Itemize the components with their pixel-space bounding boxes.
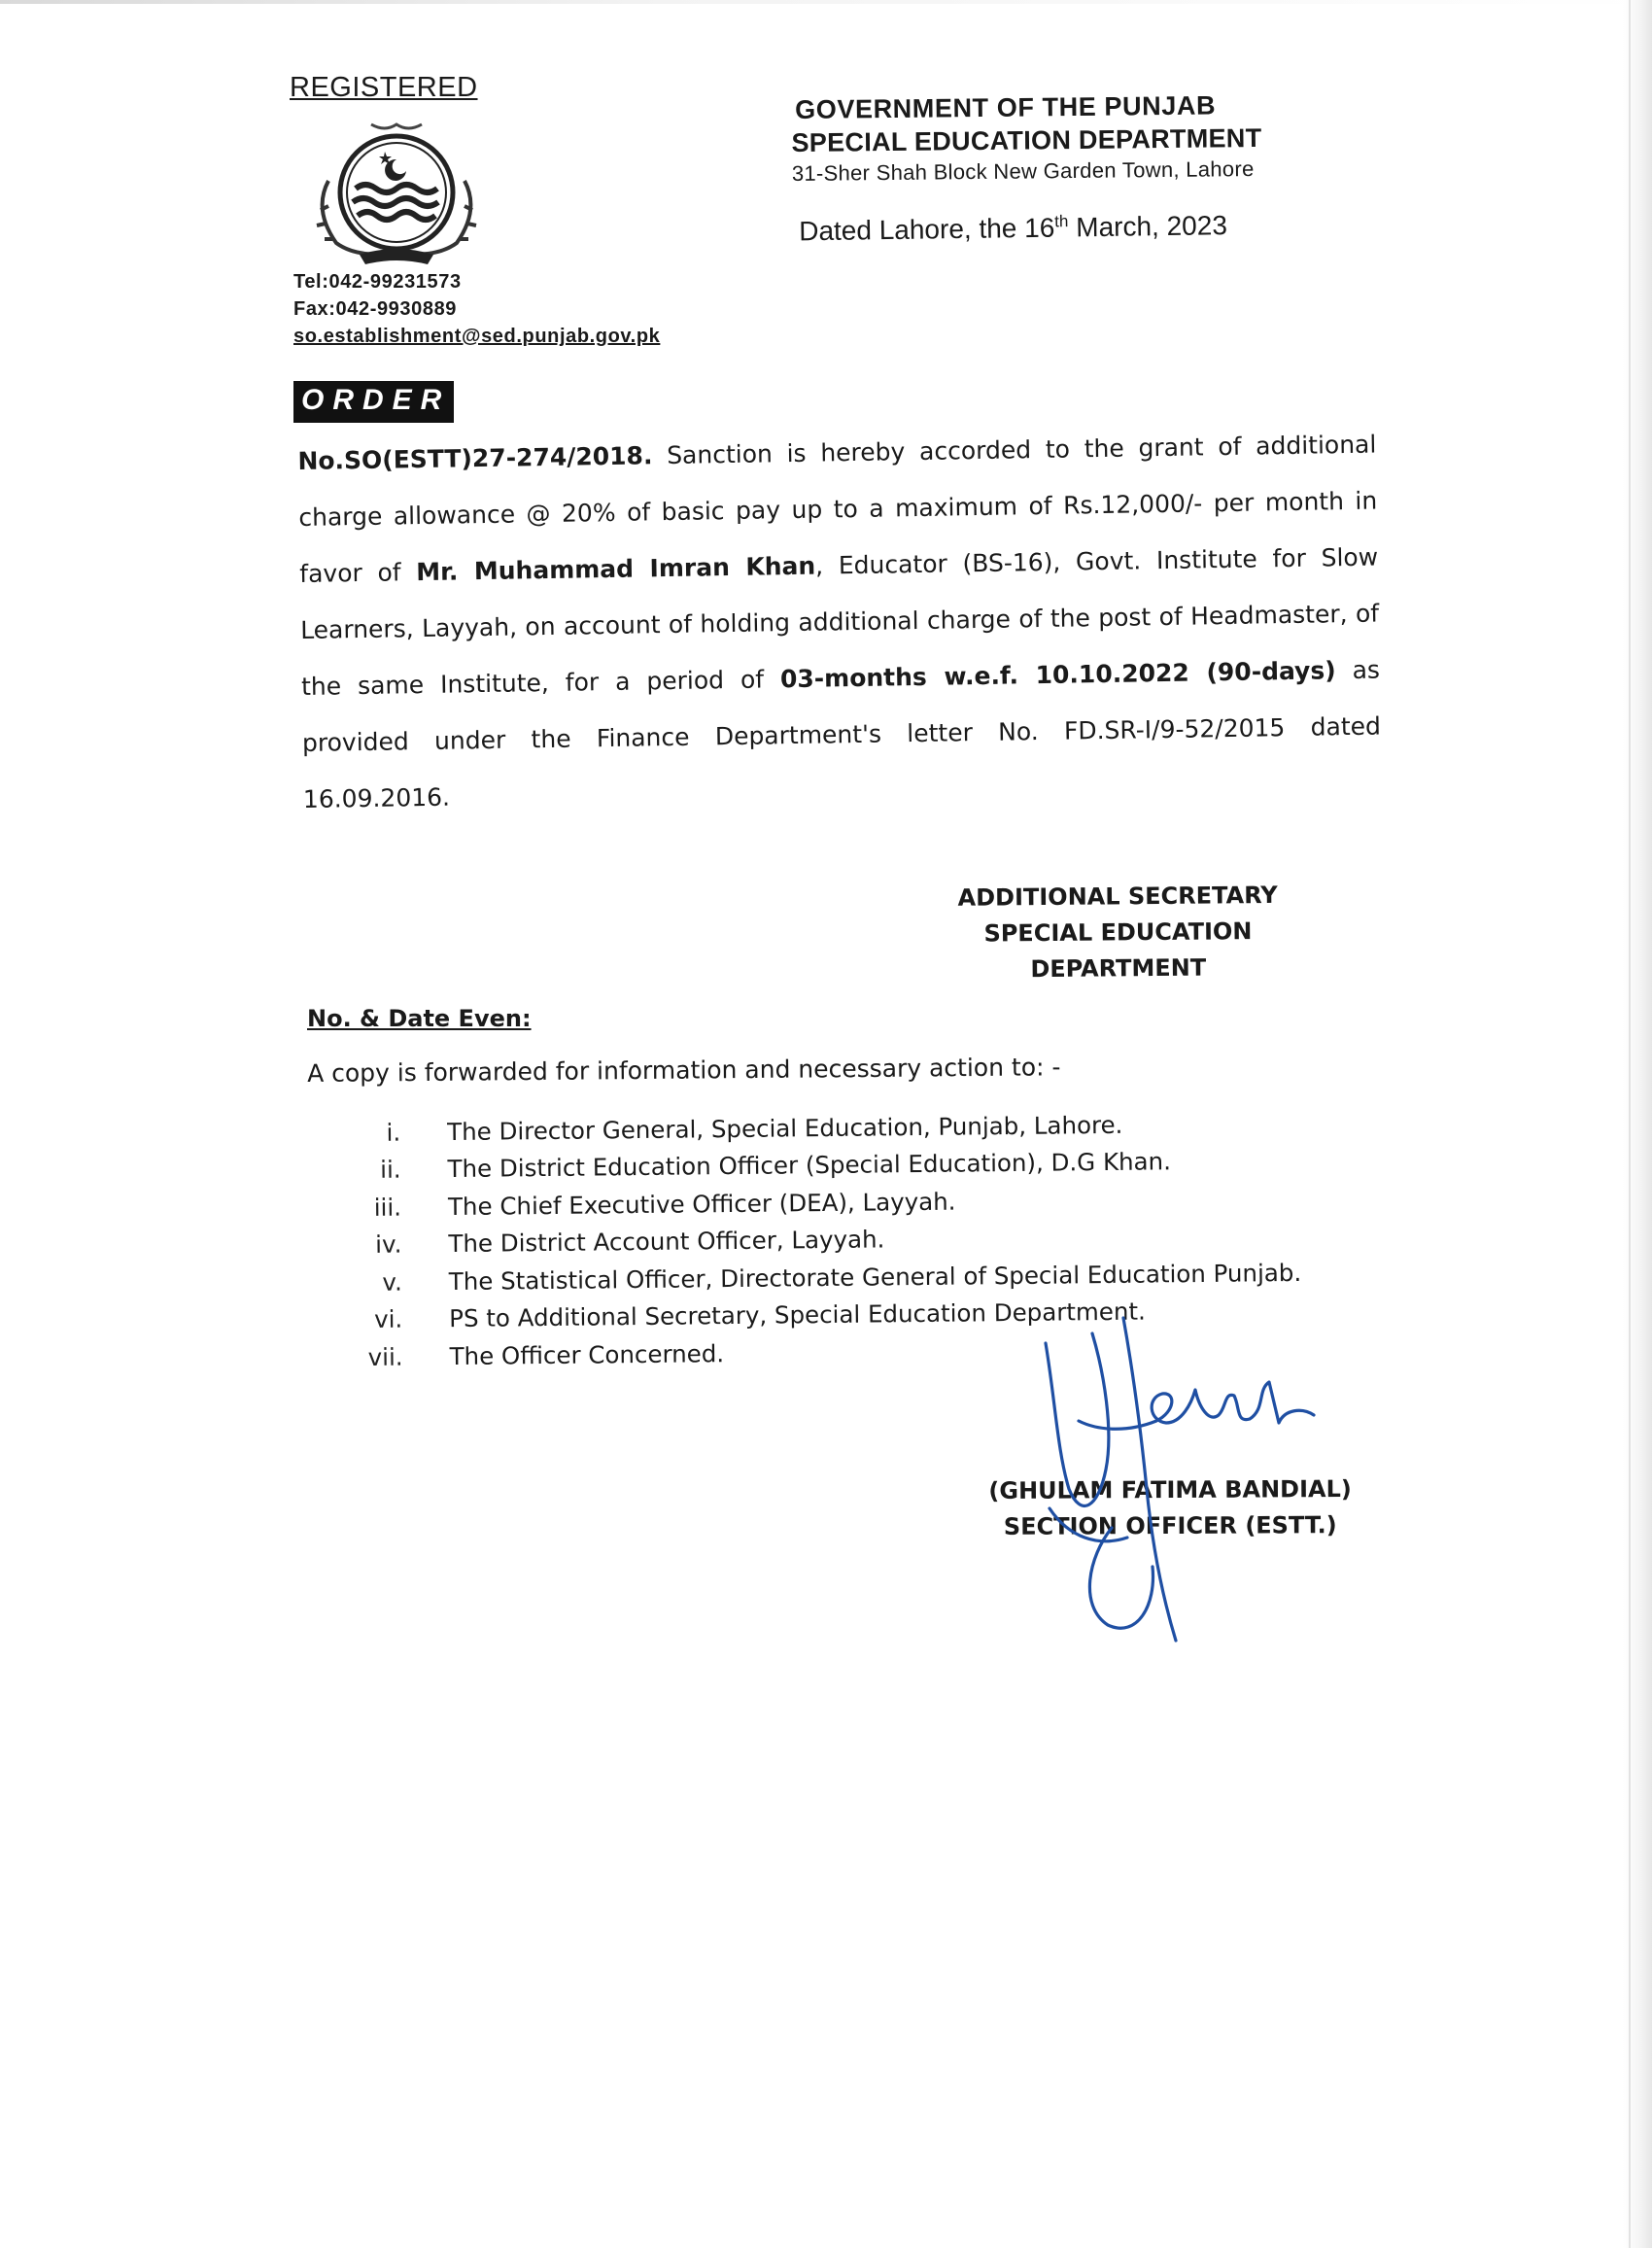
contact-block	[293, 268, 660, 350]
tel-text: Tel:042-99231573	[293, 271, 462, 293]
charge-period: 03-months w.e.f. 10.10.2022 (90-days)	[779, 656, 1336, 694]
dated-line: Dated Lahore, the 16th March, 2023	[799, 210, 1228, 247]
employee-name: Mr. Muhammad Imran Khan	[416, 551, 816, 587]
punjab-emblem-icon	[299, 122, 494, 278]
signatory-name: (GHULAM FATIMA BANDIAL)	[988, 1475, 1352, 1504]
list-item: iv. The District Account Officer, Layyah.	[375, 1225, 885, 1260]
scan-edge-right	[1623, 0, 1652, 2248]
issuer-block: ADDITIONAL SECRETARY SPECIAL EDUCATION DEPARTMENT	[957, 881, 1278, 984]
list-item: i. The Director General, Special Education, Punjab, Lahore.	[386, 1110, 1123, 1147]
scan-edge-top	[0, 0, 1652, 4]
department-address: 31-Sher Shah Block New Garden Town, Lahore	[791, 156, 1255, 187]
list-item: ii. The District Education Officer (Special Education), D.G Khan.	[380, 1147, 1172, 1185]
order-body: No.SO(ESTT)27-274/2018. Sanction is hereby accorded to the grant of additional charge allowance @ 20% of basic pay up to a maximum of Rs.12,000/- per month in favor of Mr. Muhammad Imran Khan, Educator (BS-16), Govt. Institute for Slow Learners, Layyah, on account of holding additional charge of the post of Headmaster, of the same Institute, for a period of 03-months w.e.f. 10.10.2022 (90-days) as provided under the Finance Department's letter No. FD.SR-I/9-52/2015 dated 16.09.2016.	[297, 430, 1382, 813]
signatory-designation: SECTION OFFICER (ESTT.)	[1003, 1511, 1337, 1540]
endorsement-heading: No. & Date Even:	[307, 1005, 532, 1032]
letterhead	[791, 87, 1340, 189]
fax-text: Fax:042-9930889	[293, 298, 458, 320]
endorsement-intro: A copy is forwarded for information and necessary action to: -	[307, 1053, 1061, 1088]
list-item: iii. The Chief Executive Officer (DEA), Layyah.	[373, 1187, 956, 1222]
order-badge: ORDER	[293, 381, 454, 423]
list-item: vi. PS to Additional Secretary, Special Education Department.	[373, 1297, 1146, 1334]
email-link[interactable]: so.establishment@sed.punjab.gov.pk	[293, 326, 661, 347]
list-item: v. The Statistical Officer, Directorate General of Special Education Punjab.	[382, 1258, 1302, 1297]
order-number: No.SO(ESTT)27-274/2018.	[297, 441, 653, 475]
handwritten-signature-icon	[1011, 1314, 1331, 1644]
list-item: vii. The Officer Concerned.	[367, 1338, 725, 1371]
department-name: SPECIAL EDUCATION DEPARTMENT	[791, 122, 1262, 158]
gov-title: GOVERNMENT OF THE PUNJAB	[795, 90, 1217, 124]
scan-line	[1629, 0, 1631, 2248]
registered-label: REGISTERED	[290, 72, 478, 103]
